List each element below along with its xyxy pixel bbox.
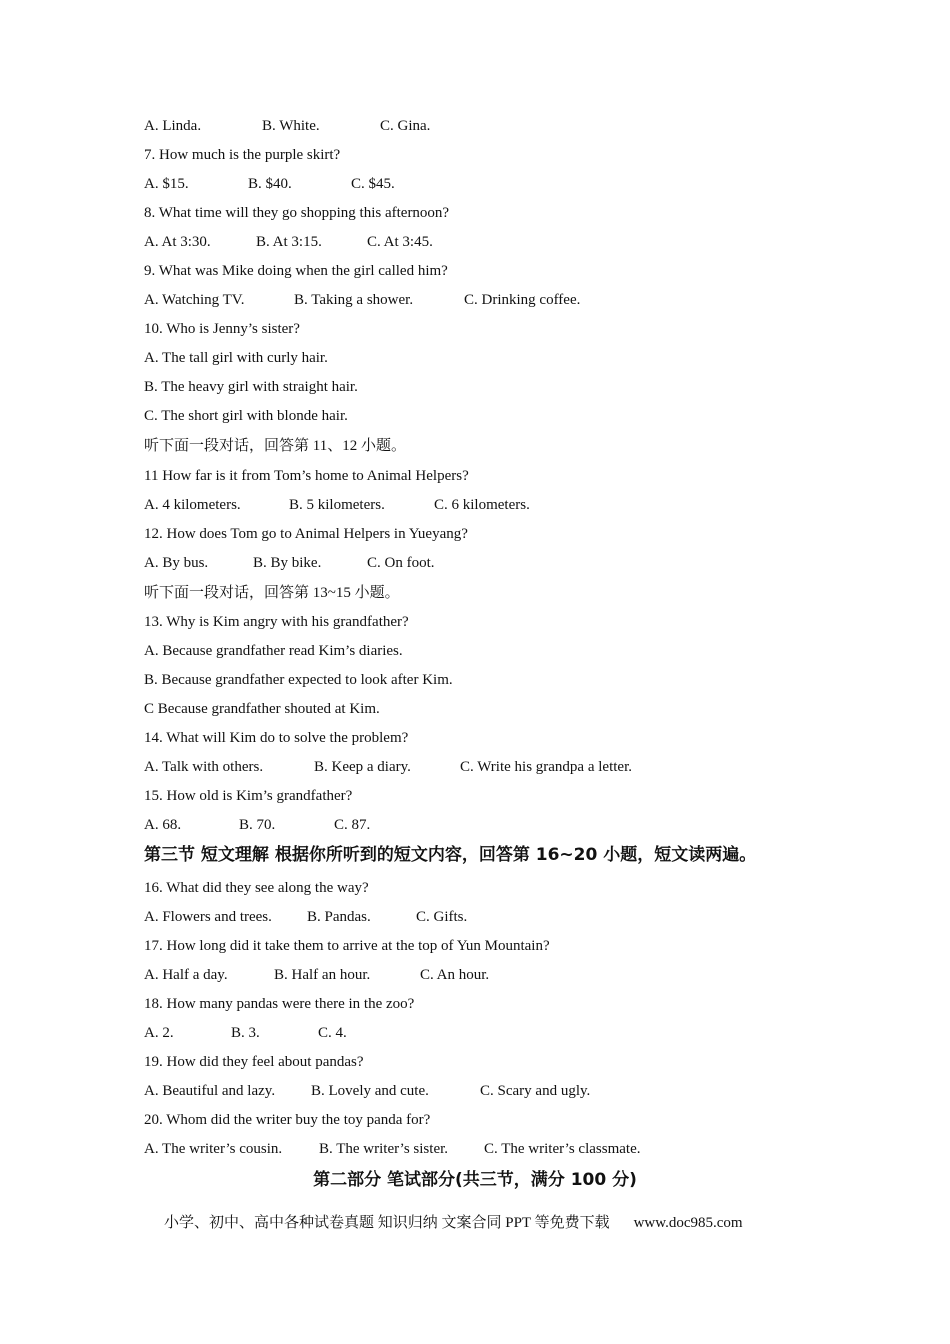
option-c: C. Scary and ugly. (480, 1083, 591, 1099)
option-c: C. The writer’s classmate. (484, 1141, 641, 1157)
option-a: A. The writer’s cousin. (144, 1141, 283, 1157)
page-footer (164, 1213, 743, 1233)
q11-options (144, 495, 530, 515)
question-7: 7. How much is the purple skirt? (144, 147, 341, 163)
q10-option-c: C. The short girl with blonde hair. (144, 408, 348, 424)
q13-option-b: B. Because grandfather expected to look after Kim. (144, 672, 453, 688)
question-17: 17. How long did it take them to arrive at the top of Yun Mountain? (144, 938, 550, 954)
option-c: C. 87. (334, 817, 371, 833)
question-18: 18. How many pandas were there in the zoo? (144, 996, 415, 1012)
option-c: C. On foot. (367, 555, 435, 571)
q15-options (144, 815, 370, 835)
option-a: A. Talk with others. (144, 759, 264, 775)
option-b: B. White. (262, 118, 320, 134)
option-b: B. Pandas. (307, 909, 371, 925)
option-c: C. Gina. (380, 118, 431, 134)
option-b: B. Lovely and cute. (311, 1083, 429, 1099)
q13-option-a: A. Because grandfather read Kim’s diaries. (144, 643, 403, 659)
q19-options (144, 1081, 590, 1101)
question-13: 13. Why is Kim angry with his grandfather? (144, 614, 409, 630)
footer-text: 小学、初中、高中各种试卷真题 知识归纳 文案合同 PPT 等免费下载 (164, 1215, 610, 1231)
part-2-title: 第二部分 笔试部分(共三节，满分 100 分) (313, 1170, 637, 1190)
option-a: A. $15. (144, 176, 189, 192)
option-b: B. At 3:15. (256, 234, 322, 250)
option-a: A. 4 kilometers. (144, 497, 241, 513)
instruction-11-12: 听下面一段对话，回答第 11、12 小题。 (144, 438, 406, 454)
option-a: A. Watching TV. (144, 292, 245, 308)
option-a: A. Flowers and trees. (144, 909, 272, 925)
q7-options (144, 174, 395, 194)
q10-option-a: A. The tall girl with curly hair. (144, 350, 328, 366)
question-12: 12. How does Tom go to Animal Helpers in Yueyang? (144, 526, 468, 542)
q6-options (144, 116, 430, 136)
option-b: B. 70. (239, 817, 276, 833)
option-c: C. 4. (318, 1025, 347, 1041)
option-b: B. The writer’s sister. (319, 1141, 449, 1157)
option-a: A. 2. (144, 1025, 174, 1041)
question-15: 15. How old is Kim’s grandfather? (144, 788, 353, 804)
q12-options (144, 553, 435, 573)
question-16: 16. What did they see along the way? (144, 880, 369, 896)
question-8: 8. What time will they go shopping this afternoon? (144, 205, 450, 221)
question-11: 11 How far is it from Tom’s home to Animal Helpers? (144, 468, 469, 484)
option-a: A. At 3:30. (144, 234, 211, 250)
option-c: C. $45. (351, 176, 395, 192)
option-a: A. Beautiful and lazy. (144, 1083, 276, 1099)
question-19: 19. How did they feel about pandas? (144, 1054, 364, 1070)
option-c: C. Gifts. (416, 909, 468, 925)
option-b: B. $40. (248, 176, 292, 192)
q20-options (144, 1139, 641, 1159)
q17-options (144, 965, 489, 985)
q10-option-b: B. The heavy girl with straight hair. (144, 379, 358, 395)
question-20: 20. Whom did the writer buy the toy panda for? (144, 1112, 431, 1128)
question-14: 14. What will Kim do to solve the problem? (144, 730, 409, 746)
q13-option-c: C Because grandfather shouted at Kim. (144, 701, 380, 717)
question-10: 10. Who is Jenny’s sister? (144, 321, 300, 337)
option-b: B. 5 kilometers. (289, 497, 385, 513)
option-b: B. Half an hour. (274, 967, 371, 983)
q16-options (144, 907, 467, 927)
q9-options (144, 290, 580, 310)
section-3-heading: 第三节 短文理解 根据你所听到的短文内容，回答第 16~20 小题，短文读两遍。 (144, 845, 757, 865)
q14-options (144, 757, 632, 777)
option-c: C. At 3:45. (367, 234, 433, 250)
q18-options (144, 1023, 347, 1043)
option-b: B. 3. (231, 1025, 260, 1041)
option-a: A. Linda. (144, 118, 202, 134)
option-c: C. An hour. (420, 967, 490, 983)
option-a: A. Half a day. (144, 967, 228, 983)
option-c: C. 6 kilometers. (434, 497, 530, 513)
footer-url: www.doc985.com (633, 1215, 743, 1231)
question-9: 9. What was Mike doing when the girl called him? (144, 263, 448, 279)
option-b: B. Taking a shower. (294, 292, 414, 308)
q8-options (144, 232, 433, 252)
option-b: B. Keep a diary. (314, 759, 411, 775)
option-b: B. By bike. (253, 555, 322, 571)
option-c: C. Write his grandpa a letter. (460, 759, 632, 775)
option-c: C. Drinking coffee. (464, 292, 581, 308)
option-a: A. By bus. (144, 555, 209, 571)
instruction-13-15: 听下面一段对话，回答第 13~15 小题。 (144, 585, 400, 601)
option-a: A. 68. (144, 817, 182, 833)
